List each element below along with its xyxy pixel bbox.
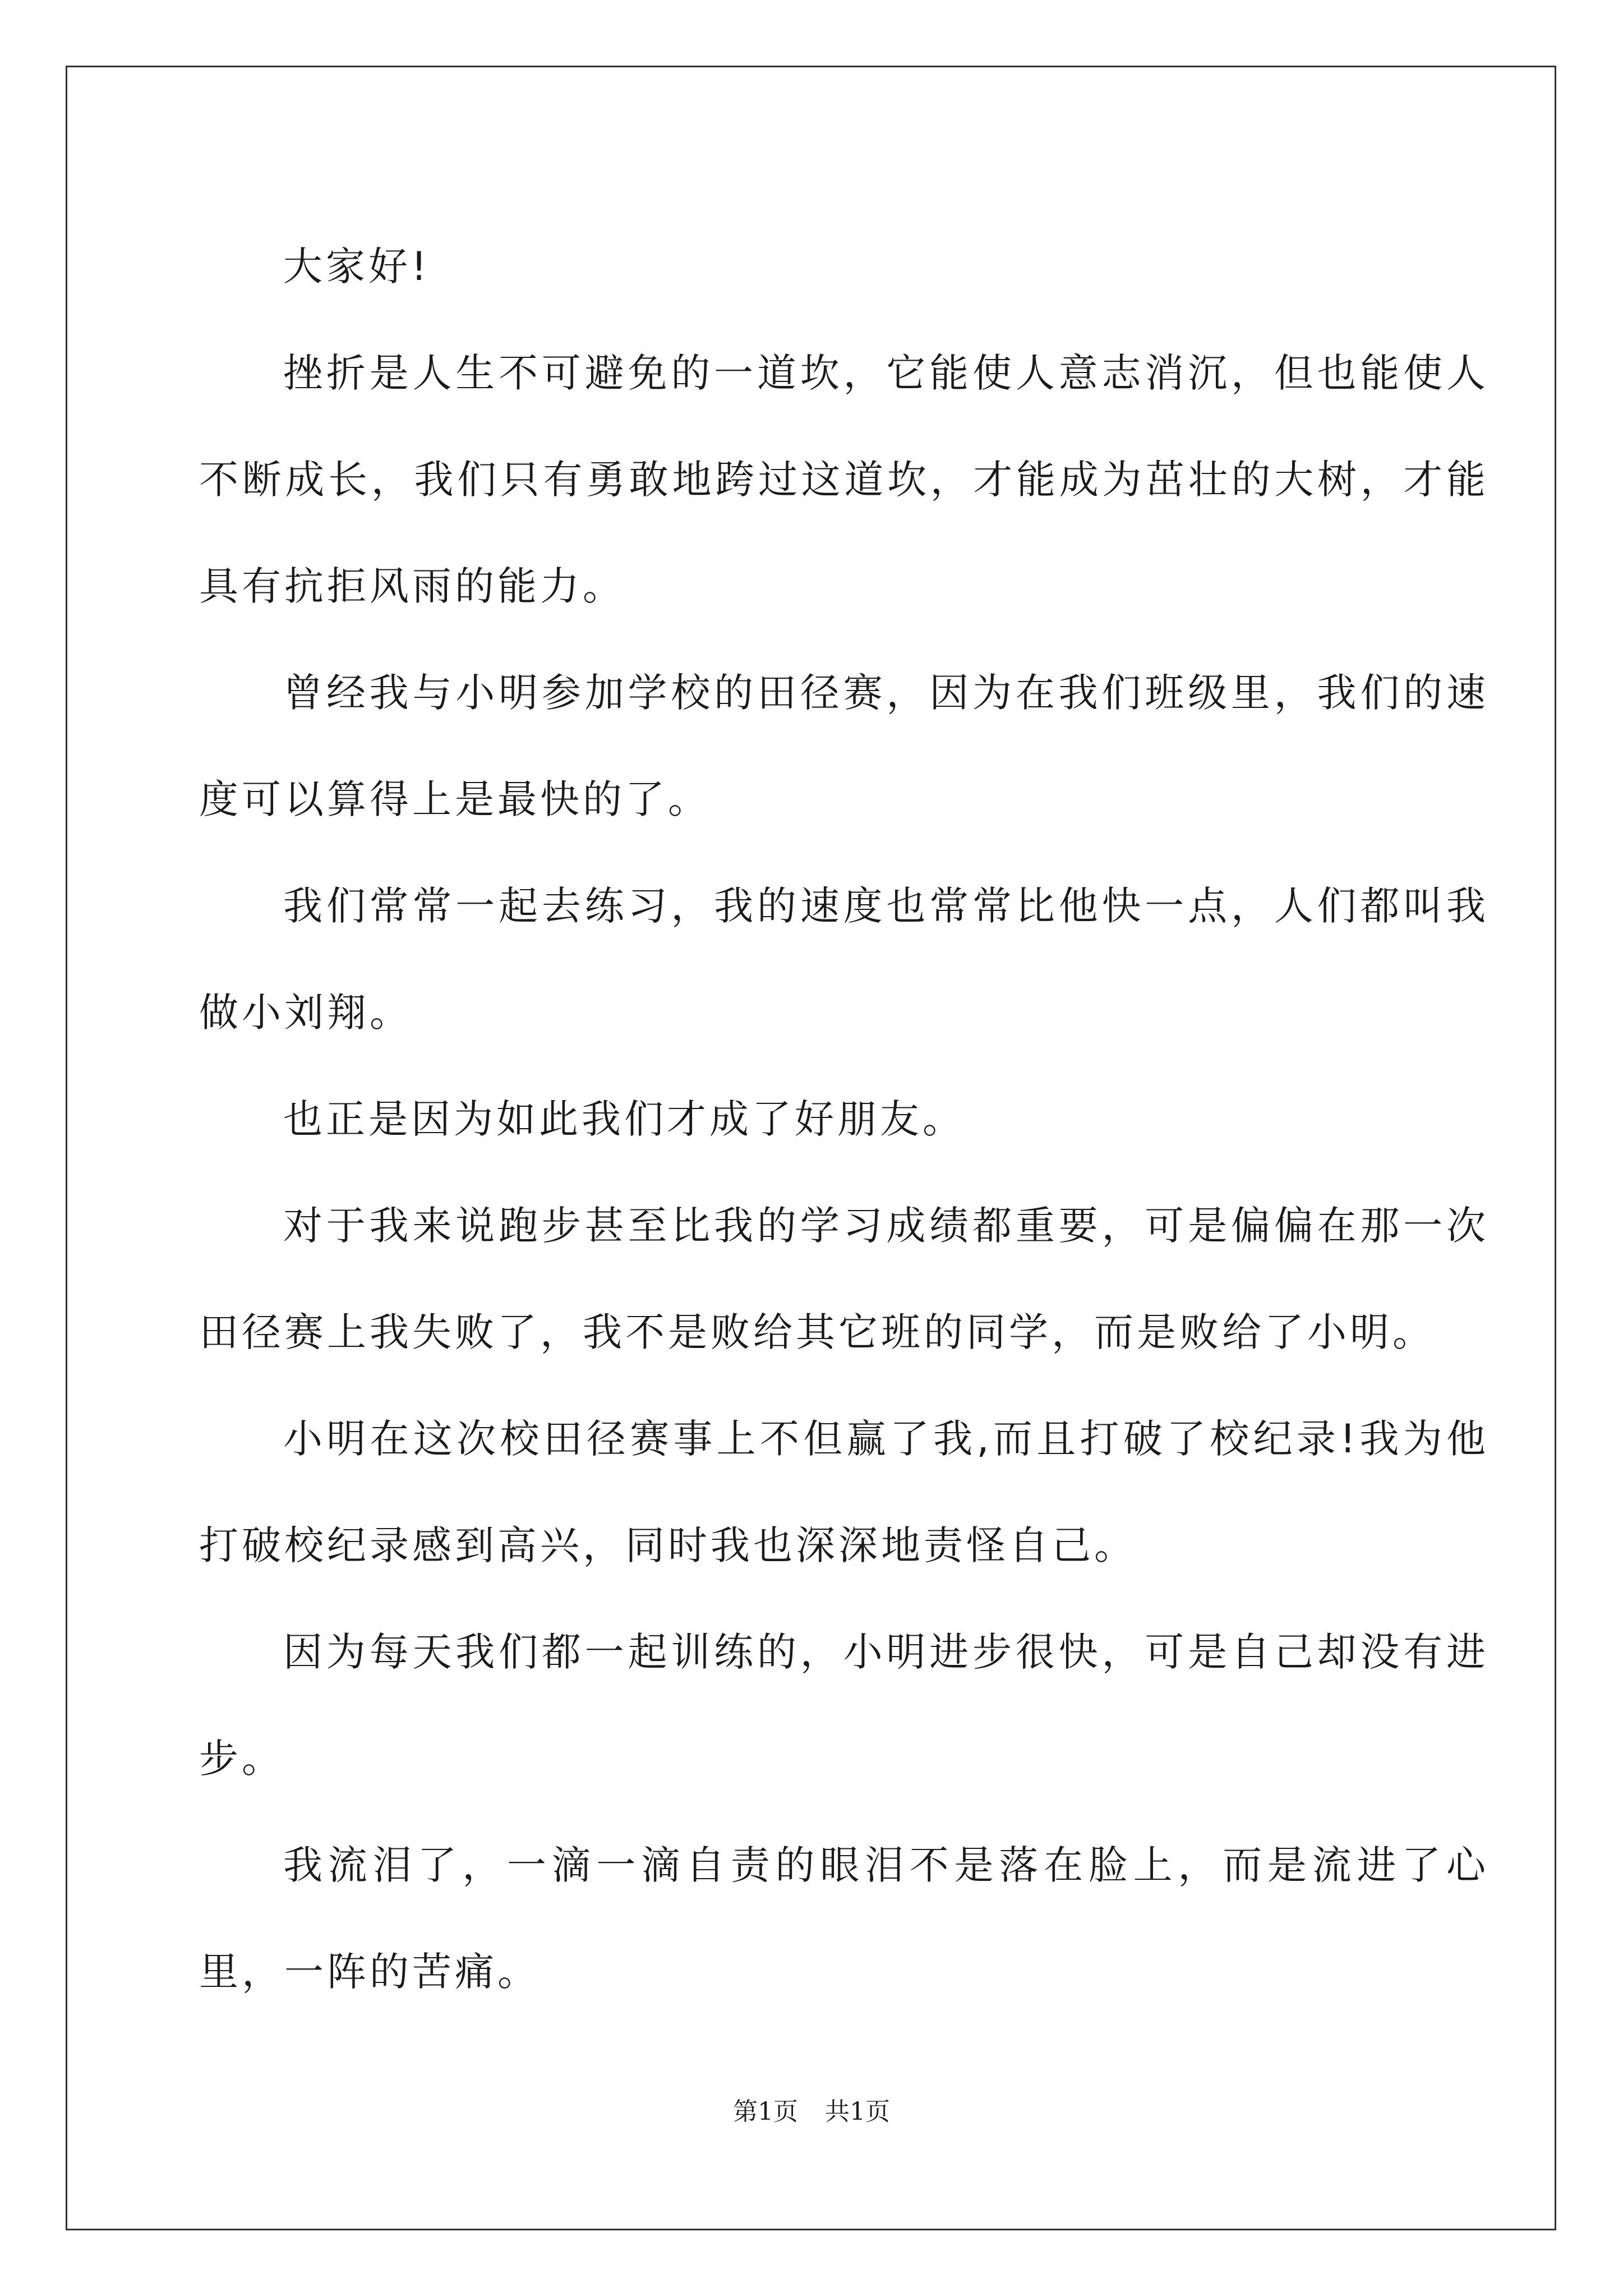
page-footer <box>0 2091 1623 2127</box>
paragraph: 曾经我与小明参加学校的田径赛，因为在我们班级里，我们的速度可以算得上是最快的了。 <box>199 670 1489 822</box>
paragraph: 挫折是人生不可避免的一道坎，它能使人意志消沉，但也能使人不断成长，我们只有勇敢地跨过这道坎，才能成为茁壮的大树，才能具有抗拒风雨的能力。 <box>199 350 1489 609</box>
paragraph: 我们常常一起去练习，我的速度也常常比他快一点，人们都叫我做小刘翔。 <box>199 883 1489 1036</box>
paragraph: 对于我来说跑步甚至比我的学习成绩都重要，可是偏偏在那一次田径赛上我失败了，我不是败给其它班的同学，而是败给了小明。 <box>199 1203 1489 1355</box>
paragraph: 我流泪了，一滴一滴自责的眼泪不是落在脸上，而是流进了心里，一阵的苦痛。 <box>199 1842 1489 1995</box>
page-number-total: 共1页 <box>825 2097 890 2126</box>
page-number-current: 第1页 <box>733 2097 798 2126</box>
paragraph: 大家好! <box>283 243 431 289</box>
paragraph: 因为每天我们都一起训练的，小明进步很快，可是自己却没有进步。 <box>199 1629 1489 1782</box>
paragraph: 小明在这次校田径赛事上不但赢了我,而且打破了校纪录!我为他打破校纪录感到高兴，同时我也深深地责怪自己。 <box>199 1416 1489 1568</box>
document-body <box>199 213 1489 2025</box>
paragraph: 也正是因为如此我们才成了好朋友。 <box>283 1096 965 1142</box>
